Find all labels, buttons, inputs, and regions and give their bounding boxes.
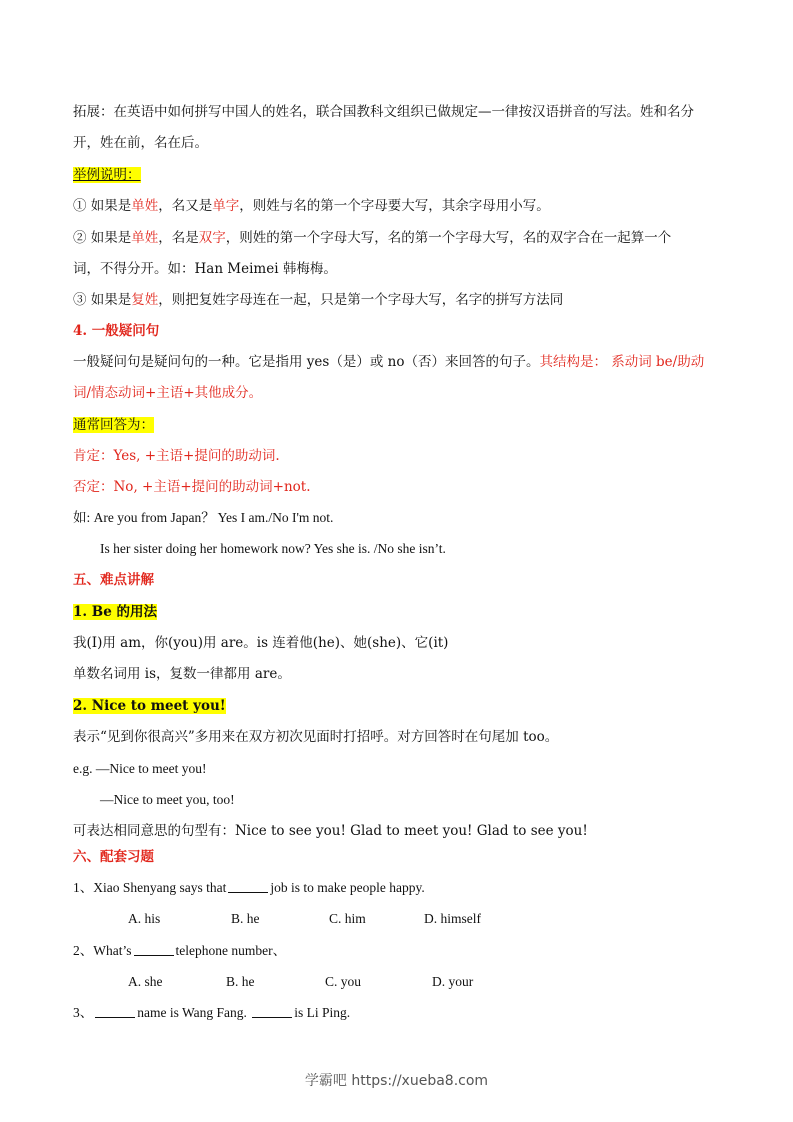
page-footer: 学霸吧 https://xueba8.com (304, 1073, 489, 1089)
section-5-heading: 五、难点讲解 (73, 572, 154, 588)
question-3: 3、 name is Wang Fang. is Li Ping. (73, 1005, 351, 1020)
extension-line-1: 拓展：在英语中如何拼写中国人的姓名，联合国教科文组织已做规定—一律按汉语拼音的写法。姓和名分 (73, 104, 694, 120)
affirmative-answer: 肯定：Yes, +主语+提问的助动词. (73, 448, 280, 464)
examples-label: 举例说明： (73, 167, 141, 183)
answer-blank[interactable] (228, 880, 268, 893)
negative-answer: 否定：No, +主语+提问的助动词+not. (73, 479, 311, 495)
option-c[interactable]: C. him (329, 911, 366, 926)
question-1: 1、Xiao Shenyang says that job is to make people happy. (73, 880, 425, 895)
section-4-definition: 一般疑问句是疑问句的一种。它是指用 yes（是）或 no（否）来回答的句子。其结构是： 系动词 be/助动 (73, 354, 705, 370)
nice-to-meet-heading: 2. Nice to meet you! (73, 698, 226, 714)
rule-3: ③ 如果是复姓，则把复姓字母连在一起，只是第一个字母大写，名字的拼写方法同 (73, 292, 564, 308)
section-4-heading: 4. 一般疑问句 (73, 323, 160, 339)
option-a[interactable]: A. his (128, 911, 161, 926)
answer-blank[interactable] (95, 1005, 135, 1018)
question-2: 2、What’s telephone number、 (73, 943, 287, 958)
be-usage-line-2: 单数名词用 is，复数一律都用 are。 (73, 666, 291, 682)
option-b[interactable]: B. he (231, 911, 260, 926)
nice-example-1: e.g. —Nice to meet you! (73, 761, 207, 776)
answer-blank[interactable] (134, 943, 174, 956)
option-c[interactable]: C. you (325, 974, 362, 989)
section-4-definition-continued: 词/情态动词+主语+其他成分。 (73, 385, 263, 401)
rule-2: ② 如果是单姓，名是双字，则姓的第一个字母大写，名的第一个字母大写，名的双字合在一起算一个 (73, 230, 672, 246)
be-usage-heading: 1. Be 的用法 (73, 604, 157, 620)
answer-label: 通常回答为： (73, 417, 154, 433)
rule-2-continued: 词，不得分开。如：Han Meimei 韩梅梅。 (73, 261, 337, 277)
option-d[interactable]: D. himself (424, 911, 481, 926)
nice-explanation: 表示“见到你很高兴”多用来在双方初次见面时打招呼。对方回答时在句尾加 too。 (73, 729, 559, 745)
option-b[interactable]: B. he (226, 974, 255, 989)
be-usage-line-1: 我(I)用 am，你(you)用 are。is 连着他(he)、她(she)、它(it) (73, 635, 449, 651)
option-d[interactable]: D. your (432, 974, 474, 989)
rule-1: ① 如果是单姓，名又是单字，则姓与名的第一个字母要大写，其余字母用小写。 (73, 198, 550, 214)
nice-example-2: —Nice to meet you, too! (100, 792, 235, 807)
section-6-heading: 六、配套习题 (73, 849, 154, 865)
example-2: Is her sister doing her homework now? Yes she is. /No she isn’t. (100, 541, 446, 556)
nice-alternatives: 可表达相同意思的句型有：Nice to see you! Glad to meet you! Glad to see you! (73, 823, 588, 839)
extension-line-2: 开，姓在前，名在后。 (73, 135, 208, 151)
example-1: 如: Are you from Japan？ Yes I am./No I'm not. (73, 510, 334, 525)
option-a[interactable]: A. she (128, 974, 163, 989)
answer-blank[interactable] (252, 1005, 292, 1018)
